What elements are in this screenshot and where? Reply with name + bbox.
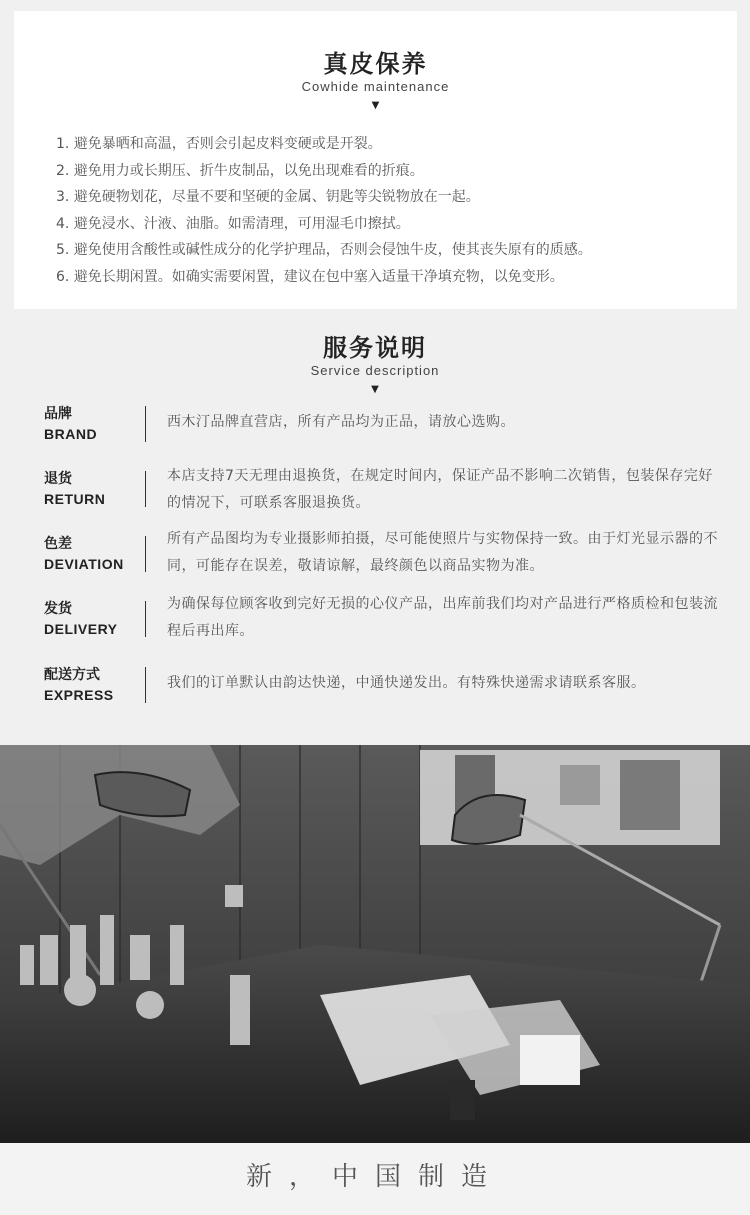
service-label bbox=[44, 404, 144, 444]
service-label bbox=[44, 599, 144, 639]
service-label-en: DEVIATION bbox=[44, 556, 124, 572]
service-label-zh: 退货 bbox=[44, 471, 72, 487]
divider bbox=[145, 536, 146, 572]
service-label-en: BRAND bbox=[44, 426, 98, 442]
service-text: 为确保每位顾客收到完好无损的心仪产品，出库前我们均对产品进行严格质检和包装流程后再出库。 bbox=[167, 596, 718, 639]
service-text: 西木汀品牌直营店，所有产品均为正品，请放心选购。 bbox=[167, 414, 515, 430]
service-label bbox=[44, 534, 144, 574]
maintenance-header bbox=[14, 49, 737, 115]
service-label-en: RETURN bbox=[44, 491, 106, 507]
divider bbox=[145, 406, 146, 442]
maintenance-item: 3. 避免硬物划花，尽量不要和坚硬的金属、钥匙等尖锐物放在一起。 bbox=[56, 189, 480, 205]
service-label-zh: 配送方式 bbox=[44, 667, 100, 683]
service-text: 我们的订单默认由韵达快递，中通快递发出。有特殊快递需求请联系客服。 bbox=[167, 675, 646, 691]
workshop-photo-graphic bbox=[0, 745, 750, 1143]
service-label-zh: 色差 bbox=[44, 536, 72, 552]
divider bbox=[145, 471, 146, 507]
workshop-photo bbox=[0, 745, 750, 1143]
maintenance-item: 6. 避免长期闲置。如确实需要闲置，建议在包中塞入适量干净填充物，以免变形。 bbox=[56, 268, 564, 285]
service-label-zh: 发货 bbox=[44, 601, 72, 617]
service-subtitle: Service description bbox=[310, 363, 440, 378]
service-header bbox=[0, 333, 750, 399]
maintenance-item: 4. 避免浸水、汁液、油脂。如需清理，可用湿毛巾擦拭。 bbox=[56, 215, 410, 232]
service-label-zh: 品牌 bbox=[44, 406, 72, 422]
maintenance-card bbox=[14, 11, 737, 309]
divider bbox=[145, 601, 146, 637]
service-label-en: EXPRESS bbox=[44, 687, 114, 703]
service-label bbox=[44, 665, 144, 705]
arrow-down-icon: ▼ bbox=[371, 384, 379, 395]
service-text: 本店支持7天无理由退换货，在规定时间内，保证产品不影响二次销售，包装保存完好的情况下，可联系客服退换货。 bbox=[167, 468, 713, 511]
maintenance-item: 5. 避免使用含酸性或碱性成分的化学护理品，否则会侵蚀牛皮，使其丧失原有的质感。 bbox=[56, 242, 592, 258]
maintenance-list bbox=[56, 131, 592, 290]
service-label bbox=[44, 469, 144, 509]
service-label-en: DELIVERY bbox=[44, 621, 118, 637]
slogan: 新，中国制造 bbox=[0, 1143, 750, 1215]
maintenance-subtitle: Cowhide maintenance bbox=[301, 79, 450, 94]
service-text: 所有产品图均为专业摄影师拍摄，尽可能使照片与实物保持一致。由于灯光显示器的不同，可能存在误差，敬请谅解，最终颜色以商品实物为准。 bbox=[167, 531, 718, 574]
service-title: 服务说明 bbox=[323, 334, 427, 362]
maintenance-item: 1. 避免暴晒和高温，否则会引起皮料变硬或是开裂。 bbox=[56, 136, 382, 152]
maintenance-title: 真皮保养 bbox=[323, 50, 428, 78]
maintenance-item: 2. 避免用力或长期压、折牛皮制品，以免出现难看的折痕。 bbox=[56, 162, 424, 179]
arrow-down-icon: ▼ bbox=[371, 100, 380, 111]
divider bbox=[145, 667, 146, 703]
